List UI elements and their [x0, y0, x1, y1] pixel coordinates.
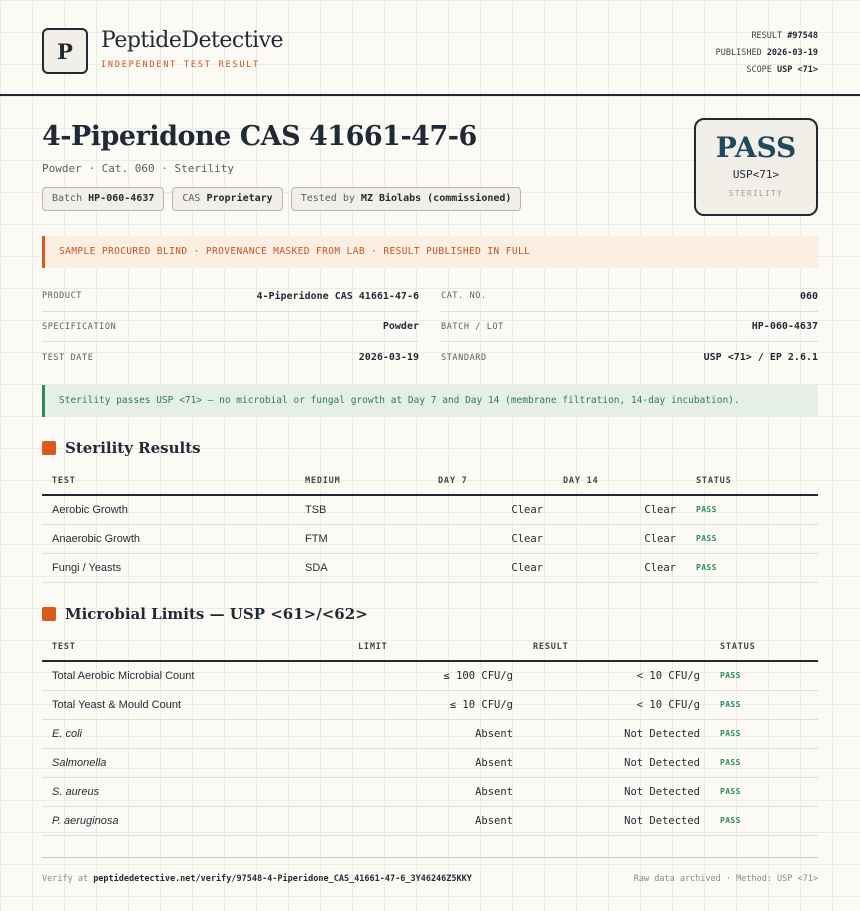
brand-tagline: INDEPENDENT TEST RESULT — [101, 60, 261, 70]
status-badge: PASS — [710, 661, 818, 690]
microbial-table — [42, 633, 818, 836]
status-badge: PASS — [710, 777, 818, 806]
tested-by-chip: Tested by MZ Biolabs (commissioned) — [291, 187, 522, 211]
meta-published: PUBLISHED 2026-03-19 — [715, 48, 818, 58]
status-badge: PASS — [710, 748, 818, 777]
report-meta — [716, 28, 818, 79]
table-row: Anaerobic Growth FTM Clear Clear PASS — [42, 524, 818, 553]
section-marker-icon — [42, 441, 56, 455]
blind-notice: SAMPLE PROCURED BLIND · PROVENANCE MASKED FROM LAB · RESULT PUBLISHED IN FULL — [42, 236, 818, 268]
cas-chip: CAS Proprietary — [172, 187, 282, 211]
table-row: Total Yeast & Mould Count ≤ 10 CFU/g < 10 CFU/g PASS — [42, 690, 818, 719]
info-row-test-date: TEST DATE 2026-03-19 — [42, 352, 419, 364]
table-header-row: TEST MEDIUM DAY 7 DAY 14 STATUS — [42, 467, 818, 495]
section-marker-icon — [42, 607, 56, 621]
sterility-section-title: Sterility Results — [42, 439, 201, 457]
product-title: 4-Piperidone CAS 41661-47-6 — [42, 121, 477, 152]
product-chips — [42, 187, 521, 211]
status-badge: PASS — [710, 806, 818, 835]
info-row-standard: STANDARD USP <71> / EP 2.6.1 — [441, 352, 818, 364]
table-row: Total Aerobic Microbial Count ≤ 100 CFU/g < 10 CFU/g PASS — [42, 661, 818, 690]
table-row: E. coli Absent Not Detected PASS — [42, 719, 818, 748]
table-row: Fungi / Yeasts SDA Clear Clear PASS — [42, 553, 818, 582]
status-badge: PASS — [686, 553, 818, 582]
status-badge: PASS — [686, 524, 818, 553]
product-subtitle: Powder · Cat. 060 · Sterility — [42, 162, 235, 175]
footer-method: Raw data archived · Method: USP <71> — [633, 874, 818, 884]
brand-logo: P — [42, 28, 88, 74]
meta-scope: SCOPE USP <71> — [746, 65, 818, 75]
verdict-standard: USP<71> — [732, 168, 780, 181]
report-header — [0, 0, 860, 96]
table-row: Salmonella Absent Not Detected PASS — [42, 748, 818, 777]
verdict-scope: STERILITY — [728, 189, 784, 198]
info-row-specification: SPECIFICATION Powder — [42, 312, 419, 343]
microbial-section-title: Microbial Limits — USP <61>/<62> — [42, 605, 368, 623]
verify-link[interactable]: peptidedetective.net/verify/97548-4-Piperidone_CAS_41661-47-6_3Y46246Z5KKY — [93, 874, 472, 884]
status-badge: PASS — [686, 495, 818, 524]
batch-chip: Batch HP-060-4637 — [42, 187, 164, 211]
footer-divider — [42, 857, 818, 858]
info-right — [441, 281, 818, 373]
info-left — [42, 281, 419, 373]
table-header-row: TEST LIMIT RESULT STATUS — [42, 633, 818, 661]
table-row: S. aureus Absent Not Detected PASS — [42, 777, 818, 806]
table-row: Aerobic Growth TSB Clear Clear PASS — [42, 495, 818, 524]
table-row: P. aeruginosa Absent Not Detected PASS — [42, 806, 818, 835]
brand-name: PeptideDetective — [101, 28, 284, 53]
verdict-card — [694, 118, 818, 216]
sterility-table — [42, 467, 818, 583]
meta-result: RESULT #97548 — [751, 31, 818, 41]
status-badge: PASS — [710, 690, 818, 719]
verify-footer: Verify at peptidedetective.net/verify/97548-4-Piperidone_CAS_41661-47-6_3Y46246Z5KKY — [42, 874, 472, 884]
status-badge: PASS — [710, 719, 818, 748]
result-summary: Sterility passes USP <71> — no microbial or fungal growth at Day 7 and Day 14 (membrane filtration, 14-day incubation). — [42, 385, 818, 417]
info-row-cat-no: CAT. NO. 060 — [441, 281, 818, 312]
info-row-batch-lot: BATCH / LOT HP-060-4637 — [441, 312, 818, 343]
verdict-word: PASS — [715, 131, 797, 164]
info-row-product: PRODUCT 4-Piperidone CAS 41661-47-6 — [42, 281, 419, 312]
